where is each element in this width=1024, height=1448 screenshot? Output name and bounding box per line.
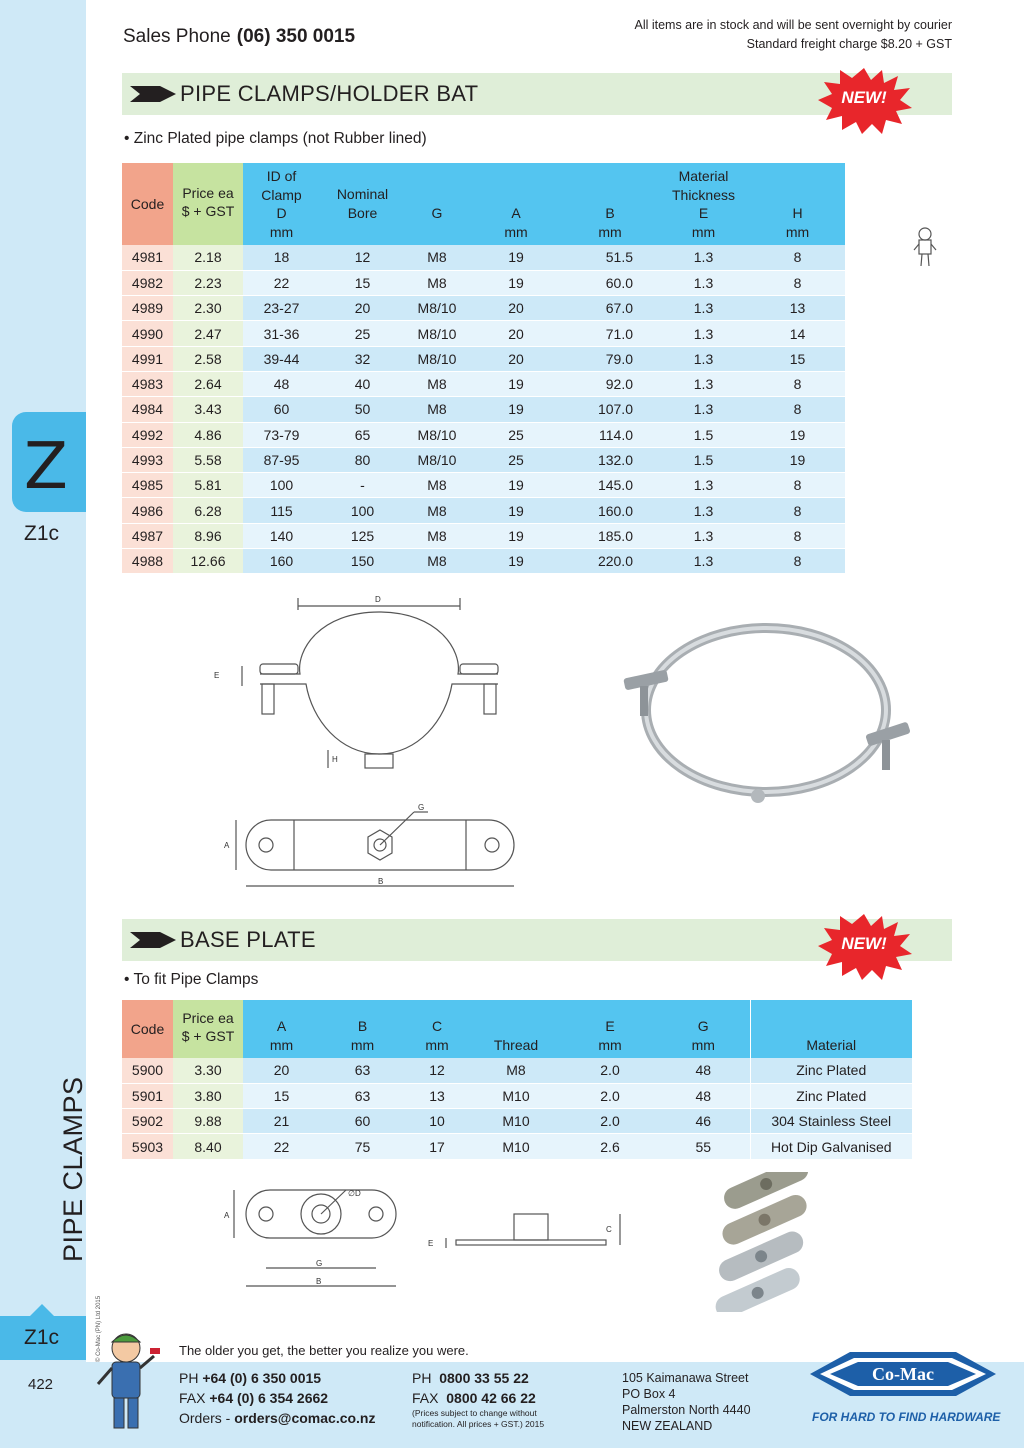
table-cell: 60 bbox=[243, 397, 320, 422]
table-cell: 160 bbox=[243, 549, 320, 574]
table-cell: 73-79 bbox=[243, 422, 320, 447]
table-cell: 19 bbox=[750, 422, 845, 447]
table-cell: 4985 bbox=[122, 473, 173, 498]
table-cell: 1.5 bbox=[657, 447, 750, 472]
svg-text:E: E bbox=[428, 1239, 434, 1248]
freephone-number[interactable]: 0800 33 55 22 bbox=[439, 1370, 529, 1386]
tab-notch bbox=[30, 1304, 54, 1316]
header-b bbox=[320, 1000, 405, 1058]
table-cell: 132.0 bbox=[563, 447, 657, 472]
freefax-number: 0800 42 66 22 bbox=[446, 1390, 536, 1406]
table-cell: 10 bbox=[405, 1109, 469, 1134]
footer-address: 105 Kaimanawa Street PO Box 4 Palmerston North 4440 NEW ZEALAND bbox=[622, 1371, 751, 1433]
table-cell: 9.88 bbox=[173, 1109, 243, 1134]
table-cell: 140 bbox=[243, 523, 320, 548]
arrow-icon bbox=[130, 932, 176, 948]
pipe-clamp-diagram bbox=[200, 590, 530, 780]
table-cell: 21 bbox=[243, 1109, 320, 1134]
table-cell: 8 bbox=[750, 473, 845, 498]
svg-text:A: A bbox=[224, 841, 230, 850]
header-line: mm bbox=[691, 223, 716, 240]
table-cell: 5902 bbox=[122, 1109, 173, 1134]
table-cell: 46 bbox=[657, 1109, 750, 1134]
table-cell: 5900 bbox=[122, 1058, 173, 1083]
header-line: A bbox=[511, 205, 521, 221]
table-cell: 14 bbox=[750, 321, 845, 346]
table-cell: 4992 bbox=[122, 422, 173, 447]
table-cell: 2.58 bbox=[173, 346, 243, 371]
table-cell: 4981 bbox=[122, 245, 173, 270]
header-code: Code bbox=[122, 163, 173, 245]
header-price bbox=[173, 1000, 243, 1058]
pipe-clamps-body bbox=[122, 245, 845, 574]
sales-phone bbox=[123, 26, 355, 48]
svg-text:G: G bbox=[418, 803, 425, 812]
table-cell: 1.3 bbox=[657, 245, 750, 270]
ph-label: PH bbox=[179, 1370, 199, 1386]
svg-text:∅D: ∅D bbox=[348, 1189, 361, 1198]
table-cell: M8/10 bbox=[405, 447, 469, 472]
table-cell: 39-44 bbox=[243, 346, 320, 371]
table-cell: 13 bbox=[405, 1083, 469, 1108]
base-plate-table bbox=[122, 1000, 912, 1160]
header-line: B bbox=[605, 205, 615, 221]
header-line: Thickness bbox=[671, 186, 736, 203]
table-cell: 107.0 bbox=[563, 397, 657, 422]
table-cell: 67.0 bbox=[563, 296, 657, 321]
section-name-vertical: PIPE CLAMPS bbox=[58, 1076, 88, 1262]
table-cell: 5901 bbox=[122, 1083, 173, 1108]
table-cell: 19 bbox=[469, 270, 563, 295]
table-cell: M8 bbox=[405, 549, 469, 574]
table-cell: 3.43 bbox=[173, 397, 243, 422]
svg-text:C: C bbox=[606, 1225, 612, 1234]
table-cell: M10 bbox=[469, 1134, 563, 1159]
table-cell: 1.3 bbox=[657, 523, 750, 548]
table-cell: 4982 bbox=[122, 270, 173, 295]
header-line: Clamp bbox=[261, 186, 302, 203]
table-cell: 15 bbox=[320, 270, 405, 295]
header-h bbox=[750, 163, 845, 245]
table-cell: 50 bbox=[320, 397, 405, 422]
stock-line-2: Standard freight charge $8.20 + GST bbox=[746, 37, 952, 51]
table-cell: 48 bbox=[657, 1058, 750, 1083]
table-cell: M8 bbox=[405, 397, 469, 422]
table-cell: 13 bbox=[750, 296, 845, 321]
table-row bbox=[122, 447, 845, 472]
table-cell: 8 bbox=[750, 523, 845, 548]
svg-text:B: B bbox=[378, 877, 384, 886]
footer-contact-freephone bbox=[412, 1368, 544, 1430]
fax-number: +64 (0) 6 354 2662 bbox=[209, 1390, 329, 1406]
table-cell: 4.86 bbox=[173, 422, 243, 447]
table-cell: 150 bbox=[320, 549, 405, 574]
table-cell: 8 bbox=[750, 498, 845, 523]
table-cell: 1.3 bbox=[657, 296, 750, 321]
base-plate-diagram-side bbox=[420, 1206, 630, 1256]
header-line: mm bbox=[785, 223, 810, 240]
svg-text:G: G bbox=[316, 1259, 323, 1268]
table-cell: M8 bbox=[405, 523, 469, 548]
pipe-clamp-photo bbox=[616, 610, 916, 810]
base-plates-photo bbox=[686, 1172, 876, 1312]
new-badge bbox=[816, 66, 912, 136]
table-row bbox=[122, 296, 845, 321]
table-cell: 8 bbox=[750, 549, 845, 574]
header-line: Price ea bbox=[182, 184, 234, 201]
table-cell: M8 bbox=[405, 371, 469, 396]
header-line: C bbox=[431, 1018, 443, 1034]
table-cell: 15 bbox=[750, 346, 845, 371]
table-cell: 55 bbox=[657, 1134, 750, 1159]
new-badge bbox=[816, 912, 912, 982]
table-cell: 20 bbox=[469, 346, 563, 371]
page-code-bottom: Z1c bbox=[24, 1326, 60, 1349]
page-code-top: Z1c bbox=[24, 522, 60, 545]
sales-number[interactable]: (06) 350 0015 bbox=[236, 26, 356, 47]
table-cell: 1.3 bbox=[657, 498, 750, 523]
table-cell: 25 bbox=[469, 422, 563, 447]
table-cell: 12 bbox=[320, 245, 405, 270]
table-row bbox=[122, 371, 845, 396]
header-id bbox=[243, 163, 320, 245]
header-thread: Thread bbox=[469, 1000, 563, 1058]
handyman-mascot-icon bbox=[92, 1326, 162, 1434]
header-line: Material bbox=[678, 168, 729, 184]
base-plate-diagram-top bbox=[214, 800, 534, 896]
table-row bbox=[122, 549, 845, 574]
table-cell: 115 bbox=[243, 498, 320, 523]
pipe-clamps-table bbox=[122, 163, 845, 574]
table-cell: 19 bbox=[469, 549, 563, 574]
table-cell: 4989 bbox=[122, 296, 173, 321]
table-cell: 63 bbox=[320, 1083, 405, 1108]
table-cell: 3.80 bbox=[173, 1083, 243, 1108]
table-cell: 12 bbox=[405, 1058, 469, 1083]
table-cell: M8 bbox=[469, 1058, 563, 1083]
table-cell: 114.0 bbox=[563, 422, 657, 447]
table-cell: 2.47 bbox=[173, 321, 243, 346]
table-cell: 4991 bbox=[122, 346, 173, 371]
header-a bbox=[469, 163, 563, 245]
table-cell: 20 bbox=[469, 296, 563, 321]
header-material: Material bbox=[750, 1000, 912, 1058]
header-line: mm bbox=[269, 223, 294, 240]
table-cell: M8/10 bbox=[405, 296, 469, 321]
svg-text:Co-Mac: Co-Mac bbox=[872, 1364, 934, 1384]
table-cell: 8 bbox=[750, 270, 845, 295]
table-cell: 100 bbox=[243, 473, 320, 498]
header-line: mm bbox=[504, 223, 528, 240]
table-row bbox=[122, 473, 845, 498]
table-cell: 5903 bbox=[122, 1134, 173, 1159]
header-line: Nominal bbox=[336, 186, 389, 202]
header-line: mm bbox=[598, 1036, 622, 1053]
table-cell: 6.28 bbox=[173, 498, 243, 523]
table-cell: 48 bbox=[243, 371, 320, 396]
table-cell: 48 bbox=[657, 1083, 750, 1108]
table-cell: 8.96 bbox=[173, 523, 243, 548]
header-e bbox=[563, 1000, 657, 1058]
table-cell: 100 bbox=[320, 498, 405, 523]
table-cell: 2.0 bbox=[563, 1058, 657, 1083]
table-row bbox=[122, 270, 845, 295]
header-line: H bbox=[792, 205, 803, 221]
table-cell: 4993 bbox=[122, 447, 173, 472]
table-cell: 8 bbox=[750, 371, 845, 396]
table-cell: 1.5 bbox=[657, 422, 750, 447]
table-cell: 12.66 bbox=[173, 549, 243, 574]
header-line: B bbox=[357, 1018, 368, 1034]
table-cell: 1.3 bbox=[657, 397, 750, 422]
svg-text:B: B bbox=[316, 1277, 322, 1286]
table-cell: 65 bbox=[320, 422, 405, 447]
table-cell: 17 bbox=[405, 1134, 469, 1159]
table-cell: M8 bbox=[405, 270, 469, 295]
table-cell: 20 bbox=[469, 321, 563, 346]
table-cell: 40 bbox=[320, 371, 405, 396]
stock-notice bbox=[634, 16, 952, 54]
table-cell: M8 bbox=[405, 473, 469, 498]
table-cell: 19 bbox=[469, 473, 563, 498]
svg-text:D: D bbox=[375, 595, 381, 604]
svg-text:A: A bbox=[224, 1211, 230, 1220]
table-cell: 60 bbox=[320, 1109, 405, 1134]
table-cell: 145.0 bbox=[563, 473, 657, 498]
table-cell: 80 bbox=[320, 447, 405, 472]
sales-label: Sales Phone bbox=[123, 26, 231, 47]
header-line: mm bbox=[350, 1036, 375, 1053]
table-row bbox=[122, 523, 845, 548]
table-cell: 60.0 bbox=[563, 270, 657, 295]
table-cell: 63 bbox=[320, 1058, 405, 1083]
header-line: G bbox=[697, 1018, 709, 1034]
comac-logo bbox=[810, 1344, 996, 1404]
header-price bbox=[173, 163, 243, 245]
table-cell: 20 bbox=[320, 296, 405, 321]
header-line: mm bbox=[425, 1036, 449, 1053]
table-cell: 2.23 bbox=[173, 270, 243, 295]
section-title: BASE PLATE bbox=[180, 927, 316, 952]
table-cell: 22 bbox=[243, 1134, 320, 1159]
table-cell: 4990 bbox=[122, 321, 173, 346]
table-cell: 1.3 bbox=[657, 270, 750, 295]
table-cell: 1.3 bbox=[657, 346, 750, 371]
table-row bbox=[122, 346, 845, 371]
header-line: mm bbox=[269, 1036, 294, 1053]
header-line: Bore bbox=[347, 204, 378, 221]
table-cell: 32 bbox=[320, 346, 405, 371]
table-cell: M8 bbox=[405, 498, 469, 523]
header-line: ID of bbox=[266, 168, 297, 184]
arrow-icon bbox=[130, 86, 176, 102]
table-cell: - bbox=[320, 473, 405, 498]
table-cell: 8 bbox=[750, 245, 845, 270]
table-cell: 92.0 bbox=[563, 371, 657, 396]
table-cell: 31-36 bbox=[243, 321, 320, 346]
header-a bbox=[243, 1000, 320, 1058]
table-row bbox=[122, 1058, 912, 1083]
fax2-label: FAX bbox=[412, 1390, 439, 1406]
new-label: NEW! bbox=[841, 88, 887, 107]
header-nominal-bore bbox=[320, 163, 405, 245]
table-cell: 4984 bbox=[122, 397, 173, 422]
table-cell: 1.3 bbox=[657, 321, 750, 346]
table-cell: 22 bbox=[243, 270, 320, 295]
table-cell: 18 bbox=[243, 245, 320, 270]
section-letter: Z bbox=[24, 430, 68, 504]
table-row bbox=[122, 498, 845, 523]
table-cell: 19 bbox=[469, 498, 563, 523]
header-e bbox=[657, 163, 750, 245]
table-cell: 185.0 bbox=[563, 523, 657, 548]
table-cell: 3.30 bbox=[173, 1058, 243, 1083]
base-plate-diagram-plan bbox=[220, 1180, 410, 1294]
table-cell: 2.18 bbox=[173, 245, 243, 270]
svg-text:E: E bbox=[214, 671, 220, 680]
header-c bbox=[405, 1000, 469, 1058]
header-line: mm bbox=[691, 1036, 715, 1053]
table-cell: Hot Dip Galvanised bbox=[750, 1134, 912, 1159]
table-row bbox=[122, 1109, 912, 1134]
table-cell: 220.0 bbox=[563, 549, 657, 574]
table-row bbox=[122, 422, 845, 447]
footer-contact-international bbox=[179, 1368, 376, 1428]
table-cell: 51.5 bbox=[563, 245, 657, 270]
table-cell: 2.64 bbox=[173, 371, 243, 396]
copyright-note: © Co-Mac (PN) Ltd 2015 bbox=[96, 1295, 102, 1362]
table-cell: 71.0 bbox=[563, 321, 657, 346]
table-cell: 25 bbox=[320, 321, 405, 346]
bullet-note: • To fit Pipe Clamps bbox=[124, 971, 259, 988]
ph-number[interactable]: +64 (0) 6 350 0015 bbox=[202, 1370, 322, 1386]
header-line: $ + GST bbox=[181, 203, 235, 219]
header-line: D bbox=[276, 205, 287, 221]
table-cell: 1.3 bbox=[657, 549, 750, 574]
table-cell: 1.3 bbox=[657, 473, 750, 498]
table-cell: 8.40 bbox=[173, 1134, 243, 1159]
ph2-label: PH bbox=[412, 1370, 432, 1386]
header-b bbox=[563, 163, 657, 245]
table-cell: Zinc Plated bbox=[750, 1083, 912, 1108]
svg-text:H: H bbox=[332, 755, 338, 764]
table-cell: 4987 bbox=[122, 523, 173, 548]
table-cell: 19 bbox=[469, 397, 563, 422]
table-cell: 160.0 bbox=[563, 498, 657, 523]
table-cell: 2.0 bbox=[563, 1083, 657, 1108]
table-row bbox=[122, 1134, 912, 1159]
table-cell: 87-95 bbox=[243, 447, 320, 472]
header-g: G bbox=[405, 163, 469, 245]
table-cell: 20 bbox=[243, 1058, 320, 1083]
footer-tagline: The older you get, the better you realize you were. bbox=[179, 1343, 469, 1358]
orders-label: Orders - bbox=[179, 1410, 231, 1426]
stock-line-1: All items are in stock and will be sent overnight by courier bbox=[634, 18, 952, 32]
handyman-mascot-icon bbox=[912, 226, 938, 268]
header-line: Price ea bbox=[182, 1009, 234, 1026]
header-line: $ + GST bbox=[181, 1028, 235, 1044]
table-cell: 5.58 bbox=[173, 447, 243, 472]
header-line: mm bbox=[598, 223, 622, 240]
header-line: A bbox=[276, 1018, 287, 1034]
brand-tagline: FOR HARD TO FIND HARDWARE bbox=[812, 1410, 1001, 1424]
table-cell: M10 bbox=[469, 1083, 563, 1108]
table-cell: 19 bbox=[469, 523, 563, 548]
table-cell: 15 bbox=[243, 1083, 320, 1108]
fax-label: FAX bbox=[179, 1390, 206, 1406]
table-cell: M8 bbox=[405, 245, 469, 270]
table-cell: 4988 bbox=[122, 549, 173, 574]
table-cell: 19 bbox=[469, 245, 563, 270]
table-cell: 4983 bbox=[122, 371, 173, 396]
table-cell: 1.3 bbox=[657, 371, 750, 396]
table-cell: 2.6 bbox=[563, 1134, 657, 1159]
table-row bbox=[122, 397, 845, 422]
bullet-note: • Zinc Plated pipe clamps (not Rubber lined) bbox=[124, 130, 427, 147]
table-cell: 304 Stainless Steel bbox=[750, 1109, 912, 1134]
table-cell: 79.0 bbox=[563, 346, 657, 371]
table-cell: Zinc Plated bbox=[750, 1058, 912, 1083]
table-cell: M8/10 bbox=[405, 346, 469, 371]
header-code: Code bbox=[122, 1000, 173, 1058]
orders-email-link[interactable]: orders@comac.co.nz bbox=[234, 1410, 376, 1426]
table-cell: 125 bbox=[320, 523, 405, 548]
section-title: PIPE CLAMPS/HOLDER BAT bbox=[180, 81, 479, 106]
page-number: 422 bbox=[28, 1376, 54, 1393]
table-cell: 75 bbox=[320, 1134, 405, 1159]
table-cell: 23-27 bbox=[243, 296, 320, 321]
table-row bbox=[122, 1083, 912, 1108]
header-line: E bbox=[605, 1018, 615, 1034]
table-cell: 19 bbox=[469, 371, 563, 396]
table-cell: M10 bbox=[469, 1109, 563, 1134]
base-plate-body bbox=[122, 1058, 912, 1159]
table-cell: 8 bbox=[750, 397, 845, 422]
header-g bbox=[657, 1000, 750, 1058]
price-note: (Prices subject to change without notification. All prices + GST.) 2015 bbox=[412, 1408, 545, 1429]
table-cell: 2.0 bbox=[563, 1109, 657, 1134]
header-line: E bbox=[698, 205, 709, 221]
table-cell: 25 bbox=[469, 447, 563, 472]
new-label: NEW! bbox=[841, 934, 887, 953]
table-row bbox=[122, 245, 845, 270]
table-cell: 5.81 bbox=[173, 473, 243, 498]
table-cell: M8/10 bbox=[405, 321, 469, 346]
table-cell: 4986 bbox=[122, 498, 173, 523]
table-cell: 2.30 bbox=[173, 296, 243, 321]
table-cell: 19 bbox=[750, 447, 845, 472]
table-cell: M8/10 bbox=[405, 422, 469, 447]
table-row bbox=[122, 321, 845, 346]
